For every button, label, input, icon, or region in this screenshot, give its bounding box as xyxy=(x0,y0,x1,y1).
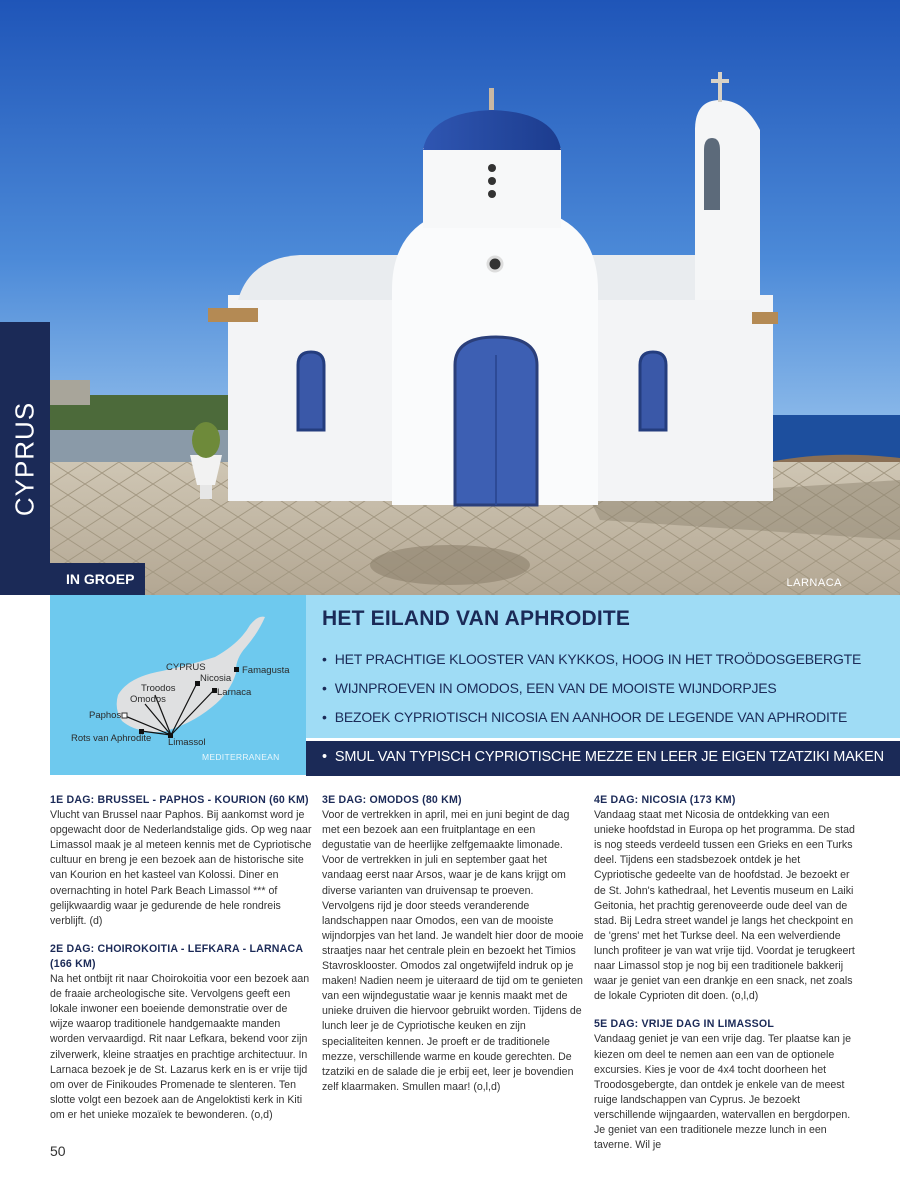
map-label-cyprus: CYPRUS xyxy=(166,662,206,673)
map-label-sea: MEDITERRANEAN xyxy=(202,752,280,762)
highlight-bar xyxy=(306,741,900,776)
day-text: Voor de vertrekken in april, mei en juni begint de dag met een bezoek aan een fruitplantage en een degustatie van de heerlijke zelfgemaakte limonade. Voor de vertrekken in juli en september gaat het vandaag eerst naar Arsos, waar je de kans krijgt om diverse varianten van druivensap te proeven. Vervolgens rijd je door steeds veranderende landschappen naar Omodos, een van de mooiste wijndorpjes van het land. Je wandelt hier door de mooie straatjes naar het centrale plein en bezoekt het Timios Stavrosklooster. Omodos zal ongetwijfeld indruk op je maken! Nadien neem je uiteraard de tijd om te genieten van een wijndegustatie waar je kennis maakt met de unieke druiven die hiervoor gebruikt worden. Tijdens de lunch leer je de Cypriotische keuken en zijn specialiteiten kennen. Je proeft er de traditionele mezze, verschillende warme en koude gerechten. De tzatziki en de salade die je erbij eet, leer je bovendien zelf klaarmaken. Smullen maar! (o,l,d) xyxy=(322,809,584,1093)
day-text: Vandaag geniet je van een vrije dag. Ter plaatse kan je kiezen om deel te nemen aan een van de optionele excursies. Kies je voor de 4x4 tocht doorheen het Troodosgebergte, dan ontdek je enkele van de meest ruige landschappen van Cyprus. Je bezoekt verschillende wijngaarden, watervallen en bergdorpen. Je geniet van een traditionele mezze lunch in een taverne. Wil je xyxy=(594,1033,851,1152)
map-label-larnaca: Larnaca xyxy=(217,687,252,698)
famagusta-marker xyxy=(234,667,239,672)
cyprus-map-shape xyxy=(50,595,306,775)
map-label-nicosia: Nicosia xyxy=(200,673,232,684)
day-heading: 4E DAG: NICOSIA (173 KM) xyxy=(594,794,736,806)
itinerary-column-2 xyxy=(322,793,584,1108)
highlight-item: • WIJNPROEVEN IN OMODOS, EEN VAN DE MOOISTE WIJNDORPJES xyxy=(322,678,861,707)
country-side-tab xyxy=(0,322,50,595)
day-heading: 5E DAG: VRIJE DAG IN LIMASSOL xyxy=(594,1018,775,1031)
itinerary-column-1 xyxy=(50,793,312,1136)
route-map xyxy=(50,595,306,775)
highlight-item: • BEZOEK CYPRIOTISCH NICOSIA EN AANHOOR DE LEGENDE VAN APHRODITE xyxy=(322,707,861,736)
paphos-marker xyxy=(122,713,127,718)
map-label-paphos: Paphos xyxy=(89,710,122,721)
map-label-troodos: Troodos xyxy=(141,683,176,694)
day-text: Vandaag staat met Nicosia de ontdekking van een unieke hoofdstad in Europa op het programma. De stad is nog steeds verdeeld tussen een Grieks en een Turks deel. Tijdens een stadsbezoek ontdek je het Cypriotische gedeelte van de hoofdstad. Je bezoekt er de St. John's kathedraal, het Leventis museum en Laiki Geitonia, het prachtig gerenoveerde oude deel van de stad. Bij Ledra street wandel je langs het checkpoint en de 'grens' met het Turkse deel. Na een welverdiende lunch profiteer je van wat vrije tijd. Voordat je terugkeert naar Limassol stop je nog bij een traditionele bakkerij waar je geniet van een drankje en een snack, net zoals de lokale Cyprioten dit doen. (o,l,d) xyxy=(594,809,855,1003)
map-label-rots: Rots van Aphrodite xyxy=(71,733,152,744)
highlight-item: • HET PRACHTIGE KLOOSTER VAN KYKKOS, HOOG IN HET TROÖDOSGEBERGTE xyxy=(322,649,861,678)
map-label-omodos: Omodos xyxy=(130,694,166,705)
itinerary-column-3 xyxy=(594,793,856,1166)
page-number: 50 xyxy=(50,1143,66,1159)
day-heading: 3E DAG: OMODOS (80 KM) xyxy=(322,794,462,806)
group-badge: IN GROEP xyxy=(50,563,145,595)
day-text: Na het ontbijt rit naar Choirokoitia voor een bezoek aan de fraaie archeologische site. Vervolgens geeft een lokale inwoner een boeiende demonstratie over de wijze waarop traditionele handgemaakte manden worden vervaardigd. Rit naar Lefkara, bekend voor zijn zilverwerk, kleine straatjes en prachtige architectuur. In Larnaca bezoek je de St. Lazarus kerk en is er vrije tijd om over de Finikoudes Promenade te slenteren. Ten slotte volgt een bezoek aan de Angeloktisti kerk in Kiti om er het unieke mozaïek te bewonderen. (o,d) xyxy=(50,973,310,1121)
day-text: Vlucht van Brussel naar Paphos. Bij aankomst word je opgewacht door de Nederlandstalige gids. Op weg naar Limassol maak je al meteen kennis met de Cypriotische cultuur en breng je een bezoek aan de historische site van Kourion en het kasteel van Kolossi. Diner en overnachting in hotel Park Beach Limassol *** of gelijkwaardig waar je gedurende de hele rondreis verblijft. (d) xyxy=(50,809,312,927)
day-heading: 2E DAG: CHOIROKOITIA - LEFKARA - LARNACA (166 KM) xyxy=(50,942,303,970)
highlights-title: HET EILAND VAN APHRODITE xyxy=(322,607,631,630)
map-label-limassol: Limassol xyxy=(168,737,206,748)
country-label: CYPRUS xyxy=(9,401,40,516)
highlights-panel xyxy=(306,595,900,738)
day-heading: 1E DAG: BRUSSEL - PAPHOS - KOURION (60 KM) xyxy=(50,794,309,806)
highlights-list xyxy=(322,649,861,736)
photo-caption: LARNACA xyxy=(786,577,842,589)
highlight-bar-item: • SMUL VAN TYPISCH CYPRIOTISCHE MEZZE EN LEER JE EIGEN TZATZIKI MAKEN xyxy=(322,749,884,765)
map-label-famagusta: Famagusta xyxy=(242,665,290,676)
